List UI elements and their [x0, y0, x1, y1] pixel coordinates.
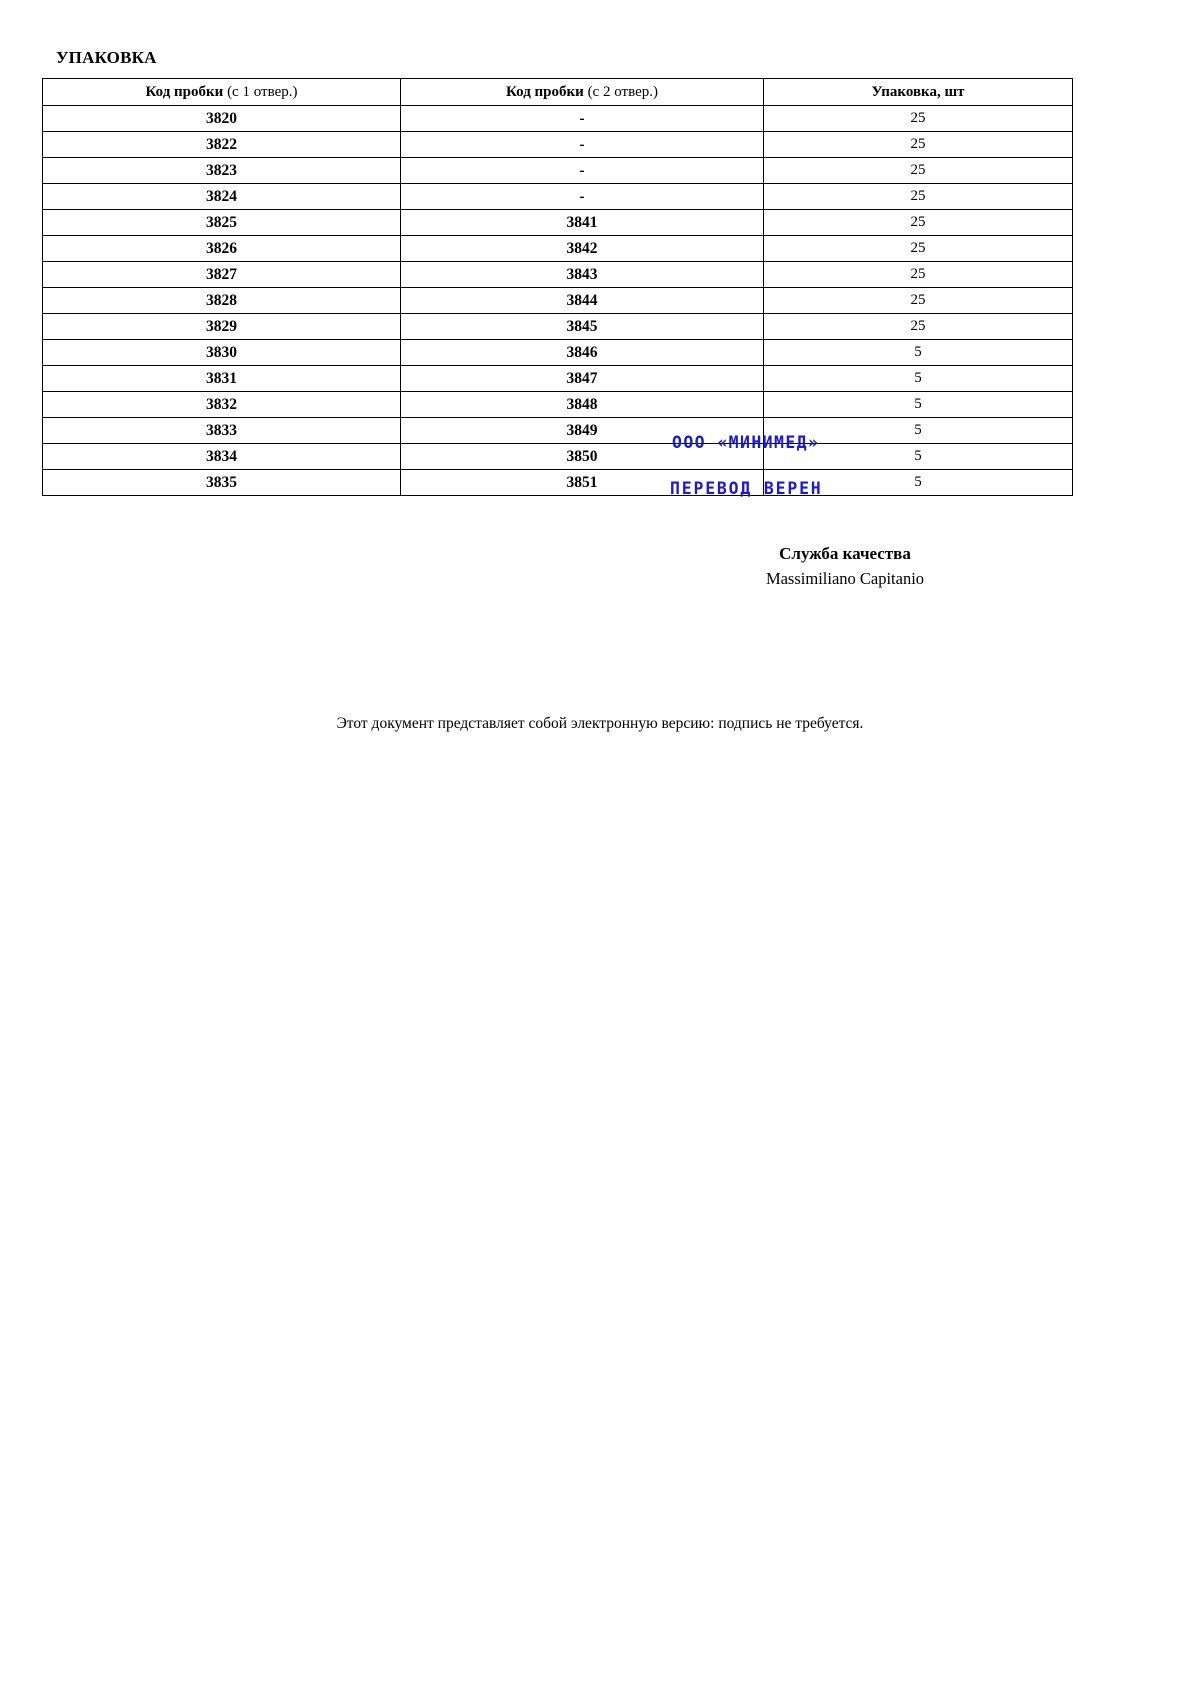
cell-pack-qty: 5 — [764, 418, 1073, 444]
cell-code-2-hole: 3844 — [401, 288, 764, 314]
electronic-document-note: Этот документ представляет собой электронную версию: подпись не требуется. — [336, 715, 864, 732]
cell-code-1-hole: 3823 — [43, 158, 401, 184]
column-header-code-1-hole-strong: Код пробки — [145, 84, 224, 100]
cell-code-1-hole: 3824 — [43, 184, 401, 210]
cell-code-1-hole: 3820 — [43, 106, 401, 132]
cell-pack-qty: 25 — [764, 262, 1073, 288]
cell-pack-qty: 25 — [764, 236, 1073, 262]
cell-pack-qty: 25 — [764, 210, 1073, 236]
table-row — [43, 340, 1073, 366]
table-row — [43, 210, 1073, 236]
cell-code-1-hole: 3834 — [43, 444, 401, 470]
signature-department: Служба качества — [779, 544, 911, 563]
cell-code-2-hole: 3843 — [401, 262, 764, 288]
cell-code-2-hole: - — [401, 158, 764, 184]
column-header-code-1-hole — [43, 79, 401, 106]
table-row — [43, 444, 1073, 470]
cell-code-2-hole: - — [401, 184, 764, 210]
stamp-certification-text: ПЕРЕВОД ВЕРЕН — [670, 479, 823, 498]
cell-pack-qty: 25 — [764, 184, 1073, 210]
column-header-code-2-hole-sub: (с 2 отвер.) — [583, 84, 658, 100]
cell-pack-qty: 25 — [764, 314, 1073, 340]
table-row — [43, 470, 1073, 496]
cell-code-1-hole: 3825 — [43, 210, 401, 236]
cell-pack-qty: 5 — [764, 470, 1073, 496]
table-row — [43, 314, 1073, 340]
cell-pack-qty: 5 — [764, 392, 1073, 418]
table-row — [43, 366, 1073, 392]
column-header-code-2-hole — [401, 79, 764, 106]
cell-code-1-hole: 3831 — [43, 366, 401, 392]
signature-block — [680, 543, 1010, 590]
cell-code-1-hole: 3827 — [43, 262, 401, 288]
cell-pack-qty: 5 — [764, 444, 1073, 470]
cell-code-2-hole: 3842 — [401, 236, 764, 262]
cell-pack-qty: 25 — [764, 132, 1073, 158]
page-title: УПАКОВКА — [56, 48, 157, 67]
table-row — [43, 132, 1073, 158]
table-row — [43, 288, 1073, 314]
cell-code-2-hole: 3849 — [401, 418, 764, 444]
cell-code-1-hole: 3830 — [43, 340, 401, 366]
table-row — [43, 236, 1073, 262]
cell-code-1-hole: 3829 — [43, 314, 401, 340]
cell-code-2-hole: 3851 — [401, 470, 764, 496]
cell-code-2-hole: - — [401, 132, 764, 158]
cell-code-1-hole: 3833 — [43, 418, 401, 444]
cell-code-1-hole: 3822 — [43, 132, 401, 158]
table-header-row — [43, 79, 1073, 106]
column-header-code-2-hole-strong: Код пробки — [506, 84, 584, 100]
table-body — [43, 106, 1073, 496]
table-header — [43, 79, 1073, 106]
column-header-pack-qty — [764, 79, 1073, 106]
cell-code-1-hole: 3828 — [43, 288, 401, 314]
cell-code-2-hole: 3850 — [401, 444, 764, 470]
cell-pack-qty: 25 — [764, 158, 1073, 184]
cell-pack-qty: 25 — [764, 288, 1073, 314]
table-row — [43, 392, 1073, 418]
column-header-code-1-hole-sub: (с 1 отвер.) — [223, 84, 298, 100]
cell-code-2-hole: - — [401, 106, 764, 132]
table-row — [43, 418, 1073, 444]
cell-code-2-hole: 3847 — [401, 366, 764, 392]
cell-code-1-hole: 3832 — [43, 392, 401, 418]
stamp-company-name: ООО «МИНИМЕД» — [672, 433, 820, 452]
table-row — [43, 158, 1073, 184]
cell-code-2-hole: 3846 — [401, 340, 764, 366]
cell-pack-qty: 5 — [764, 340, 1073, 366]
packaging-table-container — [42, 78, 1072, 496]
cell-code-1-hole: 3835 — [43, 470, 401, 496]
column-header-pack-qty-strong: Упаковка, шт — [871, 84, 965, 100]
cell-code-2-hole: 3841 — [401, 210, 764, 236]
cell-pack-qty: 25 — [764, 106, 1073, 132]
table-row — [43, 262, 1073, 288]
cell-pack-qty: 5 — [764, 366, 1073, 392]
cell-code-1-hole: 3826 — [43, 236, 401, 262]
table-row — [43, 184, 1073, 210]
table-row — [43, 106, 1073, 132]
packaging-table — [42, 78, 1073, 496]
cell-code-2-hole: 3848 — [401, 392, 764, 418]
signature-person: Massimiliano Capitanio — [765, 569, 925, 588]
cell-code-2-hole: 3845 — [401, 314, 764, 340]
